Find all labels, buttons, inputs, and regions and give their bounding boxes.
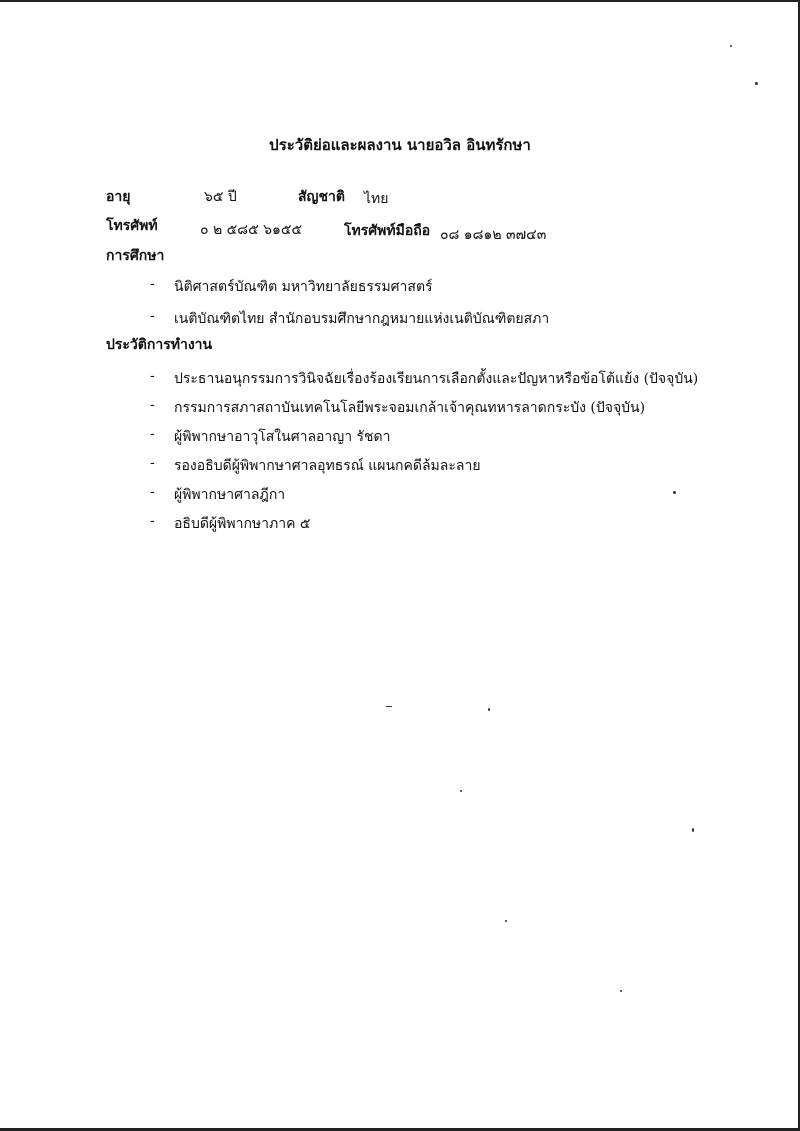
list-marker: - — [150, 397, 155, 413]
list-marker: - — [150, 426, 155, 442]
career-item: รองอธิบดีผู้พิพากษาศาลอุทธรณ์ แผนกคดีล้มละลาย — [174, 458, 481, 474]
list-marker: - — [150, 484, 155, 500]
scan-speck — [386, 706, 392, 707]
mobile-value: ๐๘ ๑๘๑๒ ๓๗๔๓ — [440, 227, 547, 243]
phone-label: โทรศัพท์ — [106, 218, 158, 234]
scan-speck — [505, 920, 507, 922]
page-edge-top — [0, 0, 800, 2]
mobile-label: โทรศัพท์มือถือ — [344, 223, 431, 239]
education-item: เนติบัณฑิตไทย สำนักอบรมศึกษากฎหมายแห่งเนติบัณฑิตยสภา — [174, 311, 550, 327]
career-item: ผู้พิพากษาศาลฎีกา — [174, 487, 286, 503]
career-item: ประธานอนุกรรมการวินิจฉัยเรื่องร้องเรียนการเลือกตั้งและปัญหาหรือข้อโต้แย้ง (ปัจจุบัน) — [174, 371, 699, 387]
education-item: นิติศาสตร์บัณฑิต มหาวิทยาลัยธรรมศาสตร์ — [174, 279, 433, 295]
nationality-label: สัญชาติ — [298, 189, 345, 205]
phone-value: ๐ ๒ ๕๘๕ ๖๑๕๕ — [200, 222, 303, 238]
list-marker: - — [150, 368, 155, 384]
scan-speck — [755, 82, 758, 85]
list-marker: - — [150, 513, 155, 529]
career-heading: ประวัติการทำงาน — [106, 337, 213, 353]
career-item: กรรมการสภาสถาบันเทคโนโลยีพระจอมเกล้าเจ้าคุณทหารลาดกระบัง (ปัจจุบัน) — [174, 400, 646, 416]
list-marker: - — [150, 455, 155, 471]
list-marker: - — [150, 276, 155, 292]
age-label: อายุ — [106, 189, 131, 205]
list-marker: - — [150, 308, 155, 324]
document-title: ประวัติย่อและผลงาน นายอวิล อินทรักษา — [269, 136, 531, 154]
career-item: อธิบดีผู้พิพากษาภาค ๕ — [174, 516, 311, 532]
scan-speck — [620, 990, 622, 992]
scan-speck — [460, 790, 462, 792]
education-heading: การศึกษา — [106, 248, 165, 264]
career-item: ผู้พิพากษาอาวุโสในศาลอาญา รัชดา — [174, 429, 391, 445]
scan-speck — [692, 828, 694, 832]
scan-speck — [673, 491, 676, 494]
scan-speck — [730, 45, 732, 47]
scan-speck — [488, 708, 490, 711]
age-value: ๖๕ ปี — [204, 189, 237, 205]
nationality-value: ไทย — [364, 191, 389, 207]
